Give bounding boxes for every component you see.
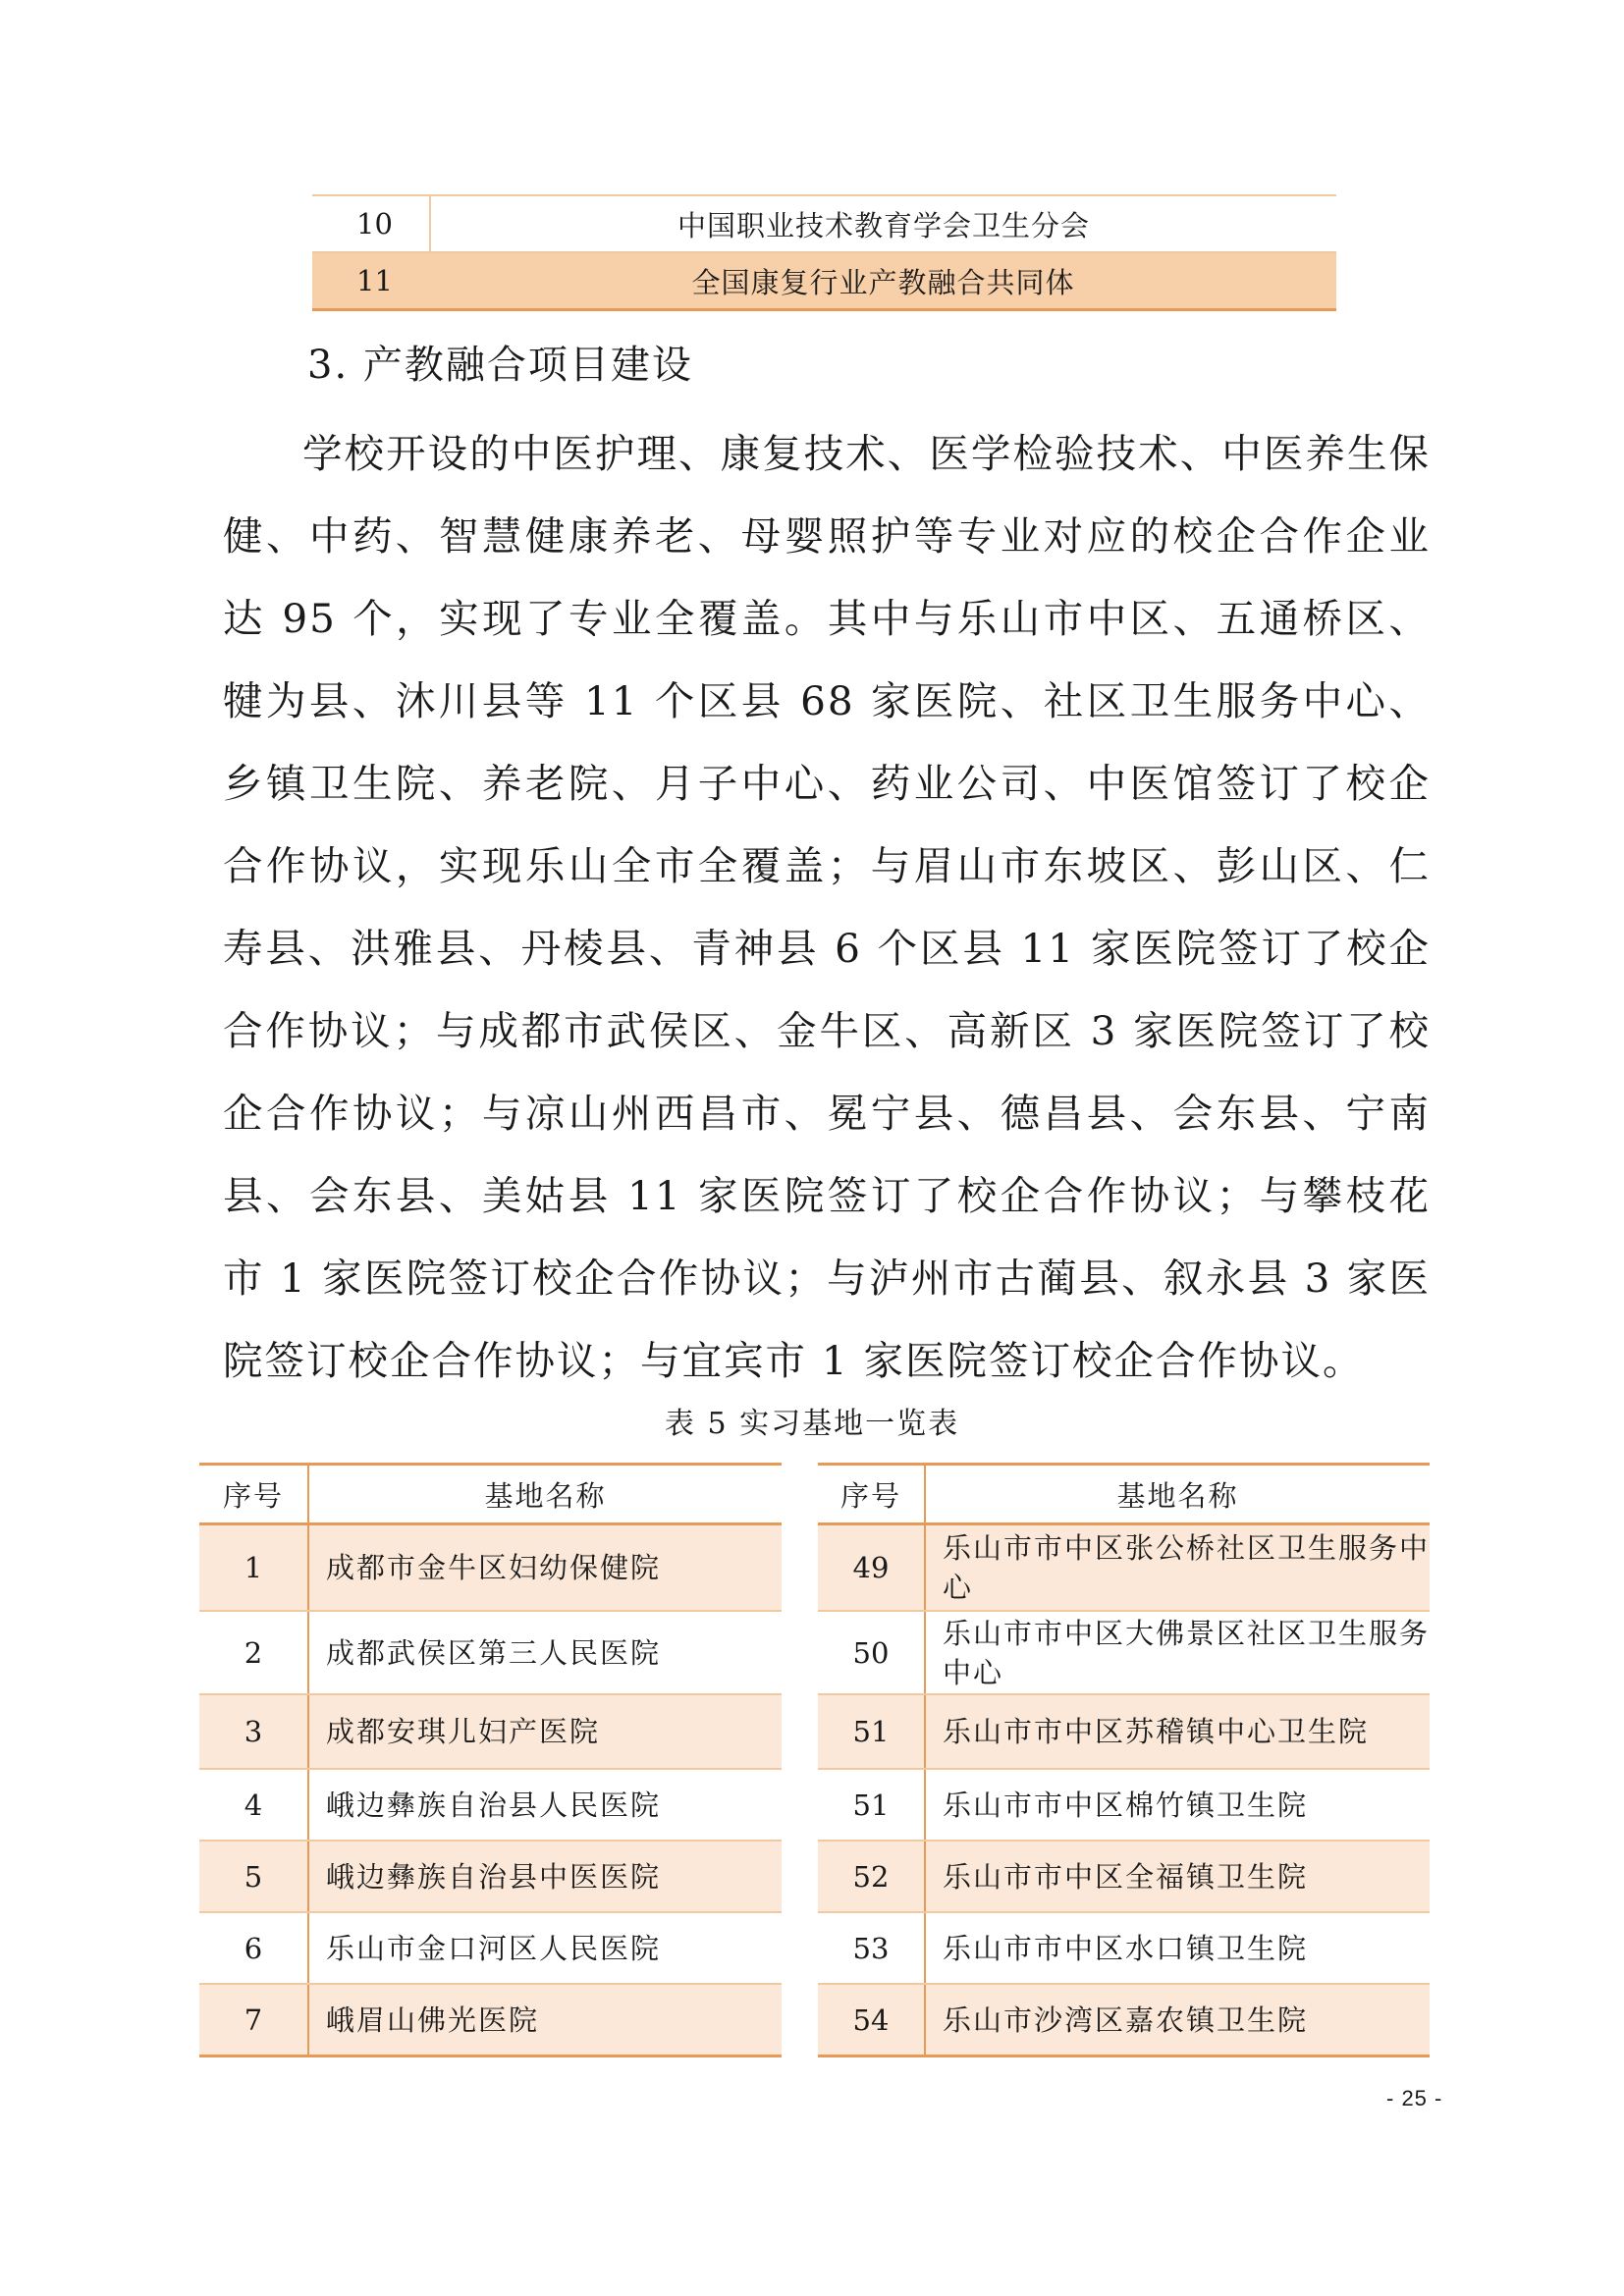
base-table-right — [818, 1463, 1430, 2057]
table-row — [818, 1611, 1430, 1694]
name-cell: 乐山市市中区大佛景区社区卫生服务中心 — [925, 1611, 1430, 1694]
row-number: 10 — [312, 195, 430, 252]
table-row — [312, 195, 1336, 252]
table-header-row — [199, 1465, 782, 1524]
organization-name: 中国职业技术教育学会卫生分会 — [677, 208, 1090, 242]
name-cell: 峨边彝族自治县人民医院 — [308, 1769, 782, 1841]
seq-cell: 53 — [818, 1912, 925, 1984]
name-header: 基地名称 — [308, 1465, 782, 1524]
base-table-left — [199, 1463, 782, 2057]
seq-cell: 50 — [818, 1611, 925, 1694]
seq-cell: 52 — [818, 1841, 925, 1912]
row-number: 11 — [312, 252, 430, 310]
name-cell: 成都安琪儿妇产医院 — [308, 1694, 782, 1769]
seq-cell: 3 — [199, 1694, 308, 1769]
name-cell: 乐山市市中区水口镇卫生院 — [925, 1912, 1430, 1984]
organization-name: 全国康复行业产教融合共同体 — [430, 252, 1336, 310]
name-cell: 峨眉山佛光医院 — [308, 1984, 782, 2056]
table-row — [199, 1769, 782, 1841]
table-row — [199, 1984, 782, 2056]
seq-cell: 5 — [199, 1841, 308, 1912]
body-paragraph: 学校开设的中医护理、康复技术、医学检验技术、中医养生保健、中药、智慧健康养老、母婴照护等专业对应的校企合作企业达 95 个，实现了专业全覆盖。其中与乐山市中区、五通桥区、犍为县、沐川县等 11 个区县 68 家医院、社区卫生服务中心、乡镇卫生院、养老院、月子中心、药业公司、中医馆签订了校企合作协议，实现乐山全市全覆盖；与眉山市东坡区、彭山区、仁寿县、洪雅县、丹棱县、青神县 6 个区县 11 家医院签订了校企合作协议；与成都市武侯区、金牛区、高新区 3 家医院签订了校企合作协议；与凉山州西昌市、冕宁县、德昌县、会东县、宁南县、会东县、美姑县 11 家医院签订了校企合作协议；与攀枝花市 1 家医院签订校企合作协议；与泸州市古蔺县、叙永县 3 家医院签订校企合作协议；与宜宾市 1 家医院签订校企合作协议。 — [223, 430, 1431, 1384]
name-cell: 乐山市市中区张公桥社区卫生服务中心 — [925, 1524, 1430, 1612]
name-cell: 乐山市市中区全福镇卫生院 — [925, 1841, 1430, 1912]
table-row — [818, 1841, 1430, 1912]
name-cell: 乐山市金口河区人民医院 — [308, 1912, 782, 1984]
name-cell: 乐山市市中区苏稽镇中心卫生院 — [925, 1694, 1430, 1769]
table-row — [818, 1912, 1430, 1984]
section-heading: 3. 产教融合项目建设 — [307, 343, 693, 388]
seq-cell: 54 — [818, 1984, 925, 2056]
seq-cell: 4 — [199, 1769, 308, 1841]
name-cell: 峨边彝族自治县中医医院 — [308, 1841, 782, 1912]
seq-cell: 49 — [818, 1524, 925, 1612]
seq-cell: 6 — [199, 1912, 308, 1984]
continued-table — [312, 194, 1336, 311]
table-row — [199, 1912, 782, 1984]
table-row — [199, 1524, 782, 1612]
table-row — [818, 1769, 1430, 1841]
name-header: 基地名称 — [925, 1465, 1430, 1524]
table-row — [199, 1611, 782, 1694]
table-row — [818, 1984, 1430, 2056]
seq-header: 序号 — [818, 1465, 925, 1524]
seq-header: 序号 — [199, 1465, 308, 1524]
seq-cell: 51 — [818, 1769, 925, 1841]
table-row — [199, 1841, 782, 1912]
table-caption: 表 5 实习基地一览表 — [664, 1407, 960, 1441]
page-number: - 25 - — [1386, 2086, 1443, 2110]
name-cell: 成都市金牛区妇幼保健院 — [308, 1524, 782, 1612]
table-row — [199, 1694, 782, 1769]
table-row — [818, 1694, 1430, 1769]
seq-cell: 7 — [199, 1984, 308, 2056]
seq-cell: 51 — [818, 1694, 925, 1769]
name-cell: 乐山市沙湾区嘉农镇卫生院 — [925, 1984, 1430, 2056]
table-row — [818, 1524, 1430, 1612]
table-row — [312, 252, 1336, 310]
table-header-row — [818, 1465, 1430, 1524]
seq-cell: 1 — [199, 1524, 308, 1612]
name-cell: 乐山市市中区棉竹镇卫生院 — [925, 1769, 1430, 1841]
seq-cell: 2 — [199, 1611, 308, 1694]
name-cell: 成都武侯区第三人民医院 — [308, 1611, 782, 1694]
